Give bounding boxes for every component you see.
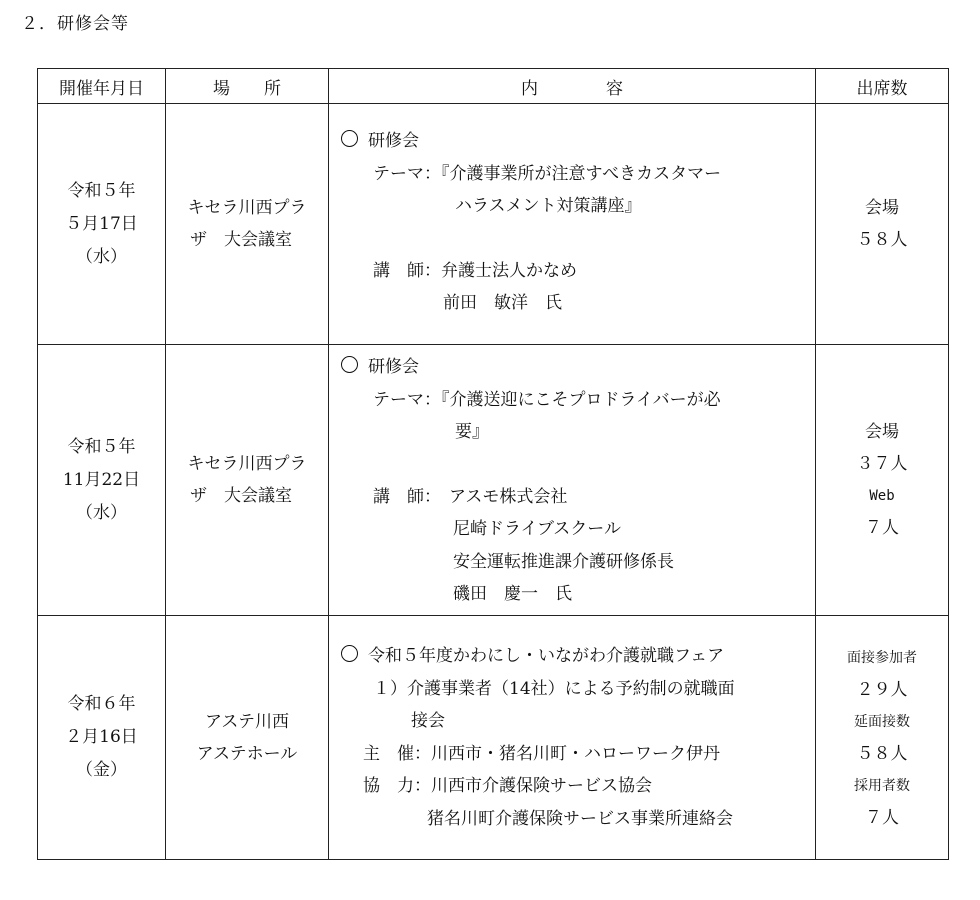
coop-line [341,770,815,803]
attendance-line: 採用者数 [854,777,910,794]
attendance-line: ７人 [865,518,899,538]
spacer [341,223,815,255]
header-venue: 場 所 [166,69,329,104]
lecturer-line: 磯田 慶一 氏 [453,584,572,604]
lecturer-text: アスモ株式会社 [449,486,568,507]
date-weekday: （金） [76,760,127,780]
attendance-line: 会場 [865,422,899,442]
lecturer-text: 弁護士法人かなめ [441,260,577,281]
coop-text: 川西市介護保険サービス協会 [431,776,652,796]
theme-text: 『介護送迎にこそプロドライバーが必 [441,389,721,410]
date-monthday: ２月16日 [65,727,138,747]
date-cell [38,616,166,860]
table-row [38,345,949,616]
theme-line: ハラスメント対策講座』 [455,196,642,216]
venue-cell [166,104,329,345]
attendance-cell [816,616,949,860]
header-attendance: 出席数 [816,69,949,104]
section-heading: ２．研修会等 [21,14,129,34]
venue-cell [166,345,329,616]
lecturer-label: 講 師： [373,486,441,507]
table-header-row [38,69,949,104]
attendance-line: Web [869,488,895,504]
date-era: 令和６年 [67,694,136,714]
table-row [38,616,949,860]
attendance-line: 延面接数 [854,713,910,730]
lecturer-line [341,481,815,514]
circle-bullet-icon [341,645,358,662]
attendance-cell [816,104,949,345]
spacer [341,449,815,481]
lecturer-line: 安全運転推進課介護研修係長 [453,551,674,572]
venue-cell [166,616,329,860]
content-title-line [341,125,815,158]
host-line [341,738,815,771]
events-table [37,68,949,860]
date-era: 令和５年 [67,180,136,201]
date-weekday: （水） [76,246,127,267]
circle-bullet-icon [341,130,358,147]
lecturer-line: 前田 敏洋 氏 [443,293,562,313]
attendance-line: ５８人 [856,743,908,764]
venue-line: ザ 大会議室 [190,486,292,506]
content-title-line [341,640,815,673]
date-era: 令和５年 [67,436,136,457]
lecturer-label: 講 師： [373,260,441,281]
item-line: 接会 [411,711,445,731]
host-label: 主 催： [363,743,431,764]
theme-text: 『介護事業所が注意すべきカスタマー [441,163,722,184]
content-title: 令和５年度かわにし・いながわ介護就職フェア [368,646,725,666]
table-row [38,104,949,345]
content-title: 研修会 [368,357,419,377]
theme-line [341,384,815,417]
venue-line: キセラ川西プラ [187,454,307,474]
venue-line: アステホール [196,743,298,764]
date-cell [38,104,166,345]
date-cell [38,345,166,616]
attendance-line: ５８人 [856,230,908,250]
date-monthday: 11月22日 [62,469,141,490]
theme-line [341,158,815,191]
venue-line: アステ川西 [205,711,289,732]
content-title-line [341,351,815,384]
theme-label: テーマ： [373,389,441,410]
coop-line: 猪名川町介護保険サービス事業所連絡会 [427,808,733,829]
date-weekday: （水） [76,502,127,523]
attendance-cell [816,345,949,616]
lecturer-line: 尼崎ドライブスクール [453,519,621,539]
lecturer-line [341,255,815,288]
header-date: 開催年月日 [38,69,166,104]
attendance-line: 会場 [865,198,899,218]
attendance-line: 面接参加者 [847,649,917,666]
theme-label: テーマ： [373,163,441,184]
header-content: 内 容 [329,69,816,104]
content-cell [329,616,816,860]
date-monthday: ５月17日 [65,213,138,234]
venue-line: ザ 大会議室 [190,230,292,250]
theme-line: 要』 [455,422,489,442]
attendance-line: ７人 [865,807,899,828]
attendance-line: ３７人 [856,454,908,474]
content-cell [329,104,816,345]
content-cell [329,345,816,616]
circle-bullet-icon [341,356,358,373]
venue-line: キセラ川西プラ [187,198,307,218]
coop-label: 協 力： [363,776,431,796]
content-title: 研修会 [368,131,419,151]
attendance-line: ２９人 [856,679,908,700]
item-line: １）介護事業者（14社）による予約制の就職面 [373,678,735,699]
host-text: 川西市・猪名川町・ハローワーク伊丹 [431,743,720,764]
